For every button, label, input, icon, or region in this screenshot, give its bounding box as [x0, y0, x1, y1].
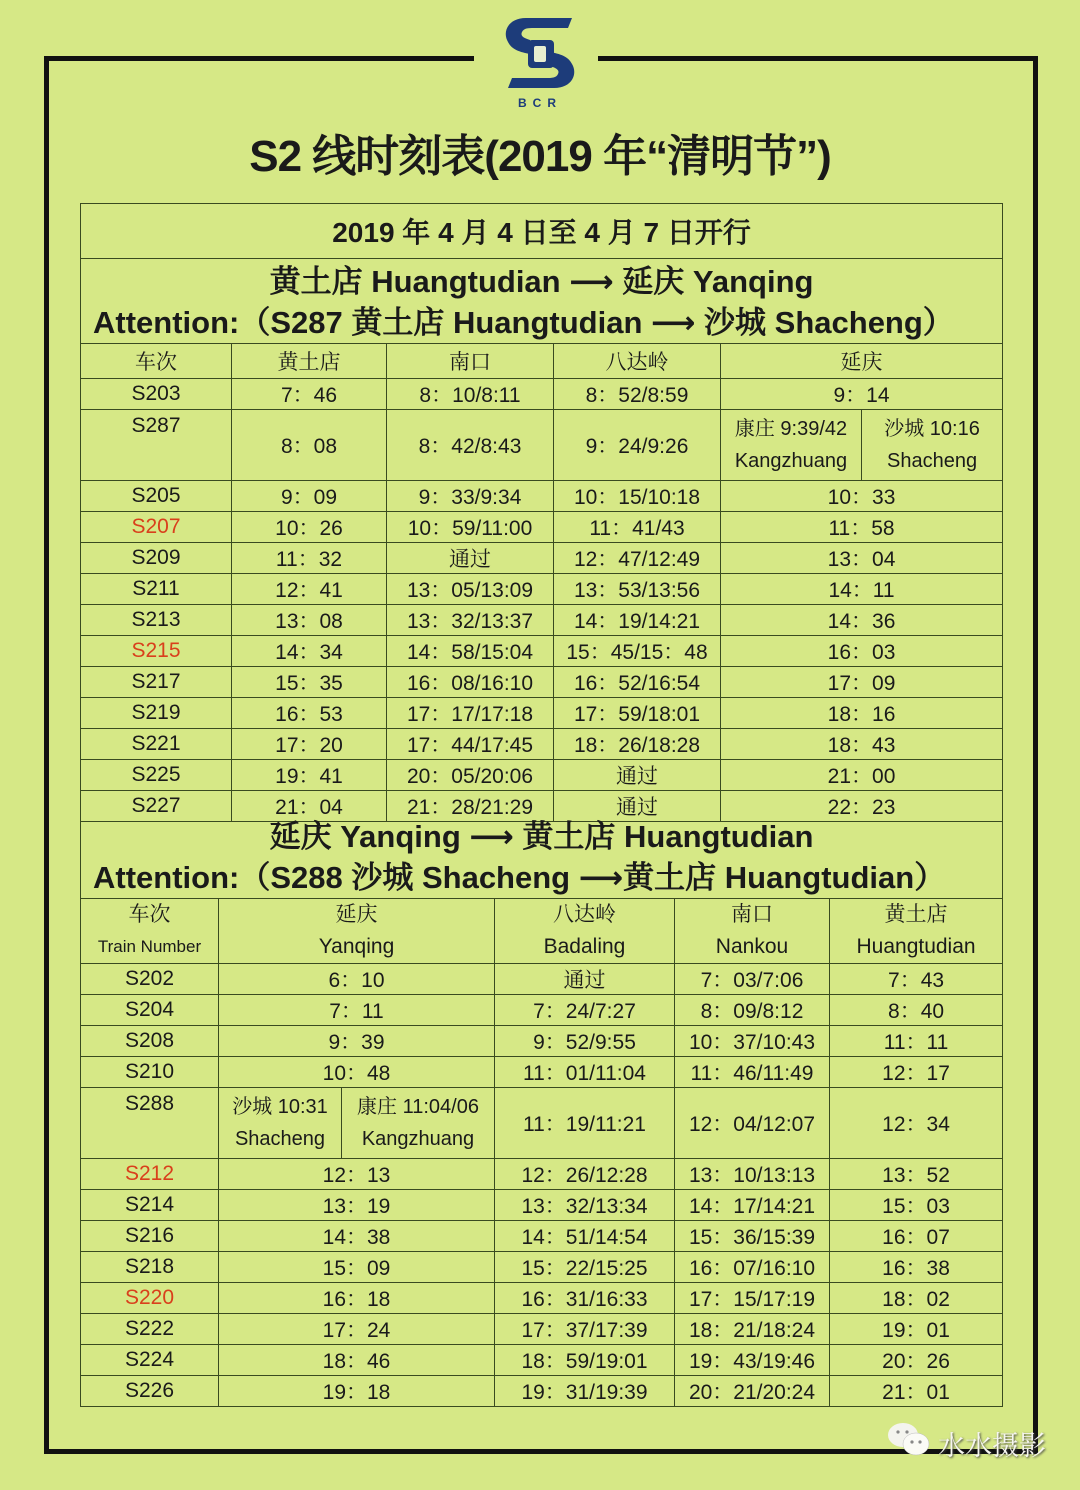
train-number: S207 — [81, 512, 232, 543]
split-station-name: Shacheng — [886, 450, 978, 472]
time-cell: 20：05/20:06 — [387, 760, 554, 791]
wechat-icon — [886, 1420, 936, 1465]
time-cell: 16：38 — [830, 1252, 1003, 1283]
table-row — [81, 605, 1003, 636]
train-number: S210 — [81, 1057, 219, 1088]
table-row — [81, 1190, 1003, 1221]
time-cell: 21：01 — [830, 1376, 1003, 1407]
table-row — [81, 667, 1003, 698]
time-cell: 8：09/8:12 — [675, 995, 830, 1026]
split-station-name: Shacheng — [234, 1128, 326, 1150]
time-cell: 18：16 — [721, 698, 1003, 729]
train-number: S227 — [81, 791, 232, 822]
bcr-logo — [490, 10, 590, 115]
time-cell: 19：43/19:46 — [675, 1345, 830, 1376]
time-cell: 8：08 — [232, 410, 387, 481]
time-cell: 17：09 — [721, 667, 1003, 698]
time-cell: 11：41/43 — [554, 512, 721, 543]
split-cell-kangzhuang — [342, 1088, 495, 1159]
col-header-yanqing: 延庆 Yanqing — [219, 899, 495, 964]
split-cell-shacheng — [862, 410, 1003, 481]
table-row — [81, 379, 1003, 410]
table-row — [81, 1221, 1003, 1252]
time-cell: 14：34 — [232, 636, 387, 667]
table-row — [81, 698, 1003, 729]
inbound-route-header — [81, 814, 1003, 899]
time-cell: 18：21/18:24 — [675, 1314, 830, 1345]
train-number: S222 — [81, 1314, 219, 1345]
time-cell: 13：32/13:37 — [387, 605, 554, 636]
time-cell: 9：33/9:34 — [387, 481, 554, 512]
split-cell-shacheng — [219, 1088, 342, 1159]
table-row — [81, 1026, 1003, 1057]
time-cell: 6：10 — [219, 964, 495, 995]
train-number: S216 — [81, 1221, 219, 1252]
outbound-route: 黄土店 Huangtudian ⟶ 延庆 Yanqing — [269, 264, 814, 299]
time-cell: 17：37/17:39 — [495, 1314, 675, 1345]
col-header-badaling: 八达岭 Badaling — [495, 899, 675, 964]
table-row — [81, 1252, 1003, 1283]
table-row — [81, 574, 1003, 605]
time-cell: 16：03 — [721, 636, 1003, 667]
time-cell: 7：11 — [219, 995, 495, 1026]
date-banner: 2019 年 4 月 4 日至 4 月 7 日开行 — [81, 204, 1003, 259]
time-cell: 13：05/13:09 — [387, 574, 554, 605]
time-cell: 15：22/15:25 — [495, 1252, 675, 1283]
time-cell: 9：52/9:55 — [495, 1026, 675, 1057]
table-row — [81, 543, 1003, 574]
split-station-time: 沙城 10:16 — [884, 418, 980, 440]
time-cell: 13：52 — [830, 1159, 1003, 1190]
time-cell: 19：18 — [219, 1376, 495, 1407]
time-cell: 10：59/11:00 — [387, 512, 554, 543]
train-number: S219 — [81, 698, 232, 729]
inbound-column-headers — [81, 899, 1003, 964]
time-cell: 8：10/8:11 — [387, 379, 554, 410]
time-cell: 9：14 — [721, 379, 1003, 410]
table-row — [81, 995, 1003, 1026]
train-number: S204 — [81, 995, 219, 1026]
train-number: S202 — [81, 964, 219, 995]
train-number: S226 — [81, 1376, 219, 1407]
time-cell: 14：58/15:04 — [387, 636, 554, 667]
time-cell: 8：52/8:59 — [554, 379, 721, 410]
time-cell: 12：13 — [219, 1159, 495, 1190]
col-header-huangtudian: 黄土店 — [232, 344, 387, 379]
time-cell: 8：42/8:43 — [387, 410, 554, 481]
time-cell: 12：17 — [830, 1057, 1003, 1088]
train-number: S287 — [81, 410, 232, 481]
train-number: S218 — [81, 1252, 219, 1283]
inbound-route: 延庆 Yanqing ⟶ 黄土店 Huangtudian — [269, 819, 814, 854]
time-cell: 19：31/19:39 — [495, 1376, 675, 1407]
time-cell: 16：31/16:33 — [495, 1283, 675, 1314]
time-cell: 11：19/11:21 — [495, 1088, 675, 1159]
time-cell: 18：43 — [721, 729, 1003, 760]
bcr-logo-icon — [490, 10, 590, 96]
time-cell: 16：18 — [219, 1283, 495, 1314]
time-cell: 14：19/14:21 — [554, 605, 721, 636]
time-cell: 12：34 — [830, 1088, 1003, 1159]
time-cell: 8：40 — [830, 995, 1003, 1026]
time-cell: 9：39 — [219, 1026, 495, 1057]
table-row — [81, 1057, 1003, 1088]
table-row — [81, 636, 1003, 667]
table-row — [81, 729, 1003, 760]
outbound-attention: Attention:（S287 黄土店 Huangtudian ⟶ 沙城 Shacheng） — [93, 305, 954, 340]
train-number: S203 — [81, 379, 232, 410]
col-header-nankou: 南口 Nankou — [675, 899, 830, 964]
time-cell: 17：44/17:45 — [387, 729, 554, 760]
time-cell: 21：28/21:29 — [387, 791, 554, 822]
train-number: S208 — [81, 1026, 219, 1057]
time-cell: 通过 — [387, 543, 554, 574]
inbound-timetable — [80, 814, 1003, 1407]
time-cell: 13：04 — [721, 543, 1003, 574]
time-cell: 15：03 — [830, 1190, 1003, 1221]
time-cell: 12：26/12:28 — [495, 1159, 675, 1190]
time-cell: 14：36 — [721, 605, 1003, 636]
col-header-nankou: 南口 — [387, 344, 554, 379]
train-number: S209 — [81, 543, 232, 574]
table-row — [81, 1314, 1003, 1345]
split-station-name: Kangzhuang — [361, 1128, 475, 1150]
watermark-text: 水水摄影 — [938, 1431, 1046, 1461]
time-cell: 18：59/19:01 — [495, 1345, 675, 1376]
split-station-time: 康庄 9:39/42 — [734, 418, 848, 440]
time-cell: 20：21/20:24 — [675, 1376, 830, 1407]
train-number: S205 — [81, 481, 232, 512]
col-header-train: 车次 — [81, 344, 232, 379]
time-cell: 14：11 — [721, 574, 1003, 605]
time-cell: 11：32 — [232, 543, 387, 574]
time-cell: 9：24/9:26 — [554, 410, 721, 481]
table-row — [81, 1088, 1003, 1159]
time-cell: 13：53/13:56 — [554, 574, 721, 605]
train-number: S214 — [81, 1190, 219, 1221]
time-cell: 14：38 — [219, 1221, 495, 1252]
table-row — [81, 481, 1003, 512]
outbound-column-headers — [81, 344, 1003, 379]
time-cell: 15：35 — [232, 667, 387, 698]
time-cell: 14：51/14:54 — [495, 1221, 675, 1252]
col-header-train: 车次 Train Number — [81, 899, 219, 964]
split-cell-kangzhuang — [721, 410, 862, 481]
time-cell: 7：24/7:27 — [495, 995, 675, 1026]
time-cell: 16：53 — [232, 698, 387, 729]
table-row — [81, 410, 1003, 481]
time-cell: 15：09 — [219, 1252, 495, 1283]
time-cell: 18：46 — [219, 1345, 495, 1376]
split-station-name: Kangzhuang — [734, 450, 848, 472]
time-cell: 10：26 — [232, 512, 387, 543]
train-number: S211 — [81, 574, 232, 605]
train-number: S225 — [81, 760, 232, 791]
time-cell: 20：26 — [830, 1345, 1003, 1376]
time-cell: 15：45/15：48 — [554, 636, 721, 667]
time-cell: 7：43 — [830, 964, 1003, 995]
time-cell: 15：36/15:39 — [675, 1221, 830, 1252]
time-cell: 11：58 — [721, 512, 1003, 543]
col-header-yanqing: 延庆 — [721, 344, 1003, 379]
train-number: S212 — [81, 1159, 219, 1190]
time-cell: 11：11 — [830, 1026, 1003, 1057]
time-cell: 19：41 — [232, 760, 387, 791]
time-cell: 通过 — [554, 791, 721, 822]
split-station-time: 沙城 10:31 — [232, 1096, 328, 1118]
time-cell: 13：08 — [232, 605, 387, 636]
time-cell: 11：46/11:49 — [675, 1057, 830, 1088]
table-row — [81, 1345, 1003, 1376]
time-cell: 19：01 — [830, 1314, 1003, 1345]
logo-text: BCR — [518, 96, 562, 110]
split-station-time: 康庄 11:04/06 — [357, 1096, 479, 1118]
train-number: S220 — [81, 1283, 219, 1314]
train-number: S213 — [81, 605, 232, 636]
time-cell: 7：46 — [232, 379, 387, 410]
table-row — [81, 964, 1003, 995]
train-number: S215 — [81, 636, 232, 667]
time-cell: 16：07 — [830, 1221, 1003, 1252]
time-cell: 22：23 — [721, 791, 1003, 822]
outbound-route-header — [81, 259, 1003, 344]
time-cell: 10：15/10:18 — [554, 481, 721, 512]
table-row — [81, 512, 1003, 543]
time-cell: 18：02 — [830, 1283, 1003, 1314]
table-row — [81, 1159, 1003, 1190]
time-cell: 10：48 — [219, 1057, 495, 1088]
time-cell: 17：15/17:19 — [675, 1283, 830, 1314]
time-cell: 21：00 — [721, 760, 1003, 791]
outbound-timetable — [80, 203, 1003, 822]
time-cell: 16：52/16:54 — [554, 667, 721, 698]
time-cell: 18：26/18:28 — [554, 729, 721, 760]
table-row — [81, 1283, 1003, 1314]
col-header-badaling: 八达岭 — [554, 344, 721, 379]
time-cell: 12：41 — [232, 574, 387, 605]
train-number: S224 — [81, 1345, 219, 1376]
table-row — [81, 1376, 1003, 1407]
time-cell: 通过 — [495, 964, 675, 995]
train-number: S217 — [81, 667, 232, 698]
time-cell: 7：03/7:06 — [675, 964, 830, 995]
time-cell: 通过 — [554, 760, 721, 791]
table-row — [81, 760, 1003, 791]
time-cell: 12：04/12:07 — [675, 1088, 830, 1159]
train-number: S221 — [81, 729, 232, 760]
time-cell: 13：32/13:34 — [495, 1190, 675, 1221]
time-cell: 14：17/14:21 — [675, 1190, 830, 1221]
time-cell: 17：17/17:18 — [387, 698, 554, 729]
time-cell: 17：59/18:01 — [554, 698, 721, 729]
time-cell: 16：07/16:10 — [675, 1252, 830, 1283]
inbound-attention: Attention:（S288 沙城 Shacheng ⟶黄土店 Huangtudian） — [93, 860, 946, 895]
time-cell: 13：19 — [219, 1190, 495, 1221]
train-number: S288 — [81, 1088, 219, 1159]
time-cell: 16：08/16:10 — [387, 667, 554, 698]
time-cell: 21：04 — [232, 791, 387, 822]
time-cell: 12：47/12:49 — [554, 543, 721, 574]
time-cell: 9：09 — [232, 481, 387, 512]
page-title: S2 线时刻表(2019 年“清明节”) — [249, 132, 831, 181]
time-cell: 10：33 — [721, 481, 1003, 512]
col-header-huangtudian: 黄土店 Huangtudian — [830, 899, 1003, 964]
time-cell: 10：37/10:43 — [675, 1026, 830, 1057]
time-cell: 13：10/13:13 — [675, 1159, 830, 1190]
time-cell: 17：20 — [232, 729, 387, 760]
time-cell: 17：24 — [219, 1314, 495, 1345]
time-cell: 11：01/11:04 — [495, 1057, 675, 1088]
